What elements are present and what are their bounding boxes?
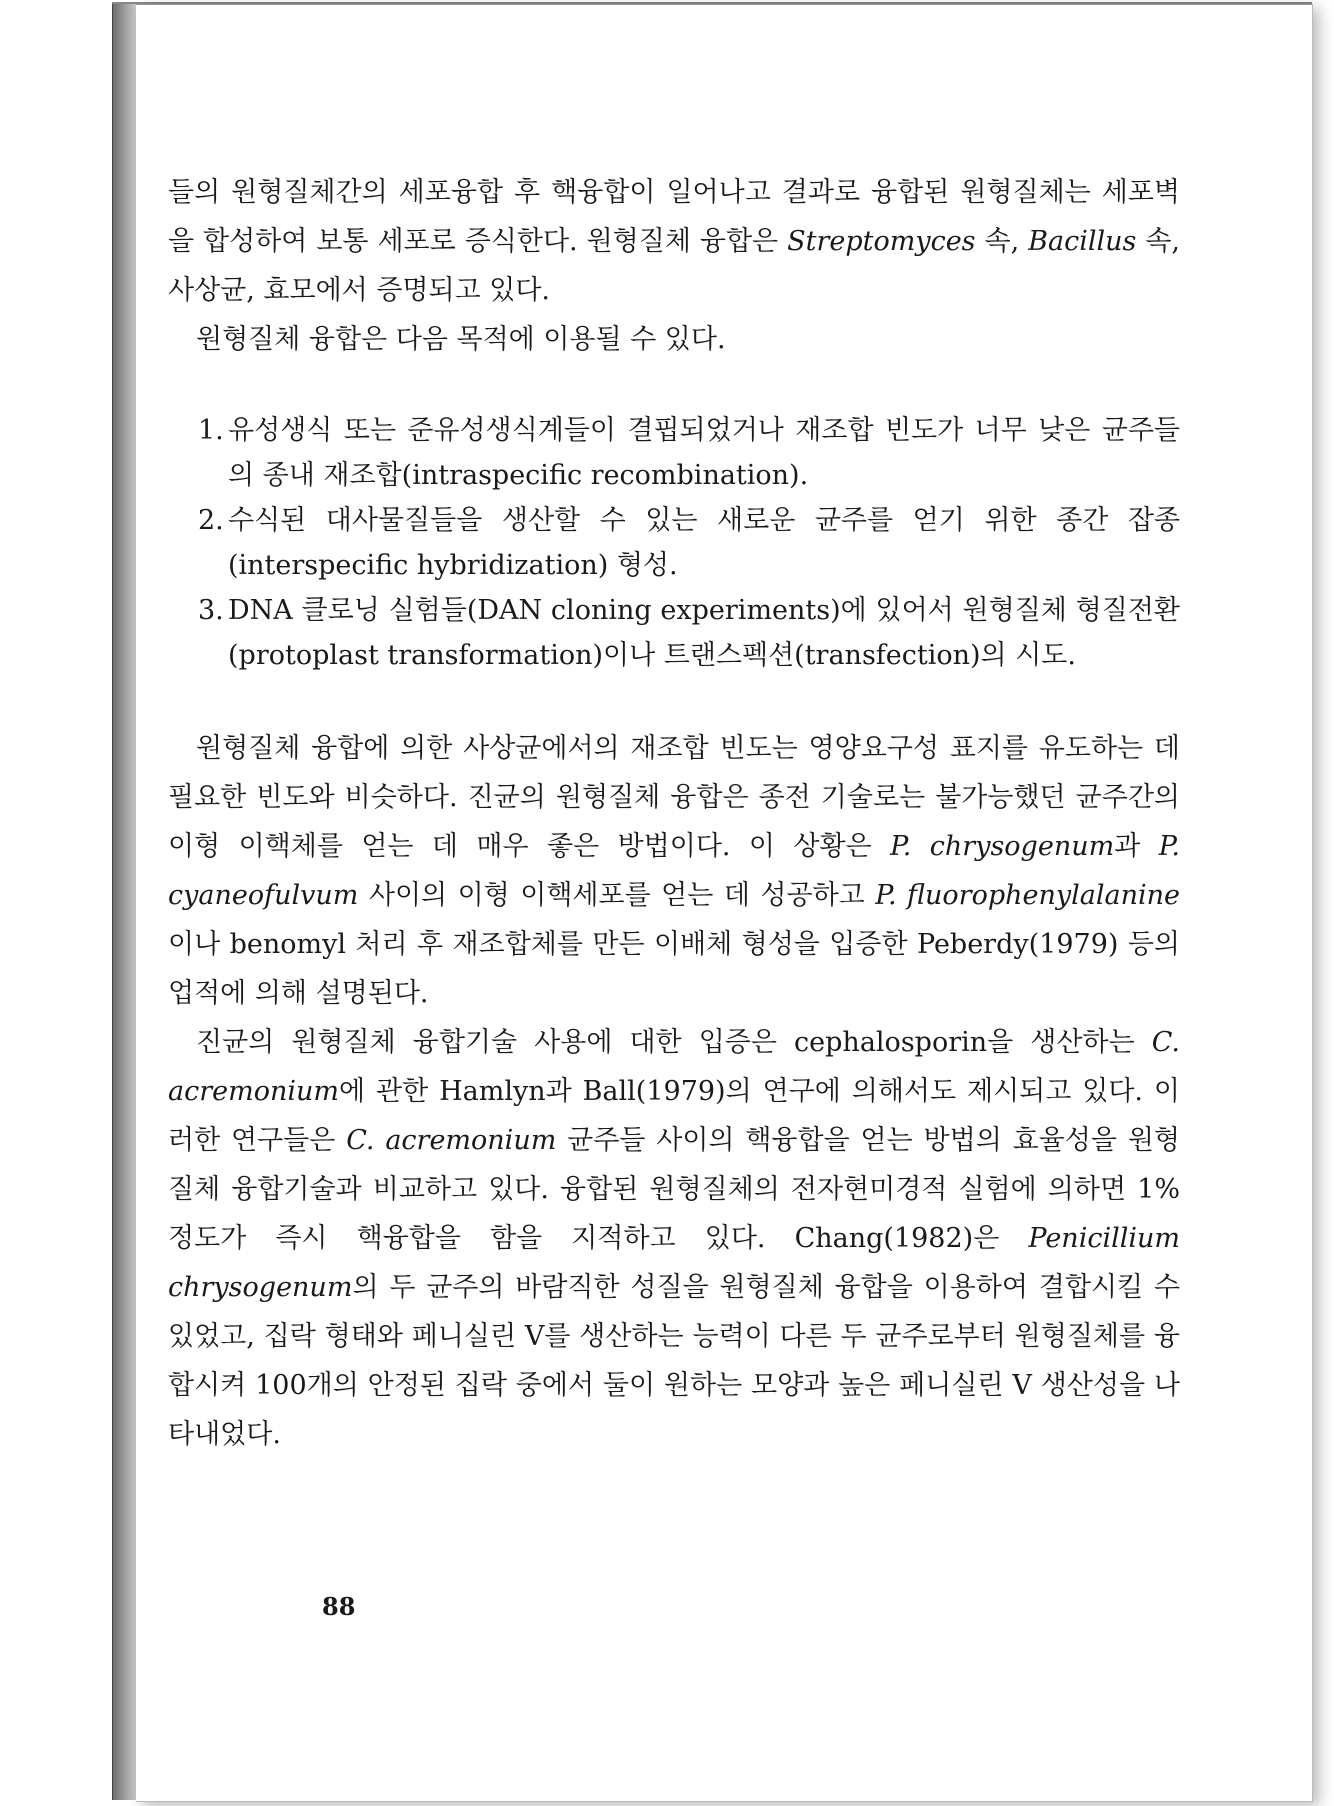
list-number: 3.	[198, 595, 224, 626]
italic-term: Streptomyces	[787, 226, 976, 257]
italic-term: Bacillus	[1028, 226, 1137, 257]
paragraph-4	[168, 1018, 1180, 1459]
text-run: 원형질체 융합에 의한 사상균에서의 재조합 빈도는 영양요구성 표지를 유도하는 데 필요한 빈도와 비슷하다. 진균의 원형질체 융합은 종전 기술로는 불가능했던 균주간의 이형 이핵체를 얻는 데 매우 좋은 방법이다. 이 상황은	[168, 733, 1180, 862]
italic-term: C. acremonium	[346, 1125, 557, 1156]
paragraph-2: 원형질체 융합은 다음 목적에 이용될 수 있다.	[196, 324, 726, 355]
book-spine	[112, 4, 137, 1800]
text-run: 진균의 원형질체 융합기술 사용에 대한 입증은 cephalosporin을 생산하는	[196, 1027, 1152, 1058]
page-number: 88	[322, 1592, 356, 1621]
list-item	[198, 408, 1180, 498]
numbered-list	[168, 408, 1180, 678]
text-run: 의 두 균주의 바람직한 성질을 원형질체 융합을 이용하여 결합시킬 수 있었고, 집락 형태와 페니실린 V를 생산하는 능력이 다른 두 균주로부터 원형질체를 융합시켜 100개의 안정된 집락 중에서 둘이 원하는 모양과 높은 페니실린 V 생산성을 나타내었다.	[168, 1272, 1180, 1450]
text-run: 균주들 사이의 핵융합을 얻는 방법의 효율성을 원형질체 융합기술과 비교하고 있다. 융합된 원형질체의 전자현미경적 실험에 의하면 1% 정도가 즉시 핵융합을 함을 지적하고 있다. Chang(1982)은	[168, 1125, 1180, 1254]
text-run: 속,	[975, 226, 1029, 257]
paragraph-1	[168, 168, 1180, 315]
spacer	[168, 678, 1180, 724]
list-number: 2.	[198, 505, 224, 536]
spacer	[168, 364, 1180, 408]
paragraph-3	[168, 724, 1180, 1018]
text-run: 들의 원형질체간의 세포융합 후 핵융합이 일어나고 결과로 융합된 원형질체는 세포벽을 합성하여 보통 세포로 증식한다. 원형질체 융합은	[168, 177, 1180, 257]
italic-term: P. fluorophenylalanine	[875, 880, 1180, 911]
italic-term: P. chrysogenum	[890, 831, 1115, 862]
text-run: 과	[1114, 831, 1159, 862]
list-text: 수식된 대사물질들을 생산할 수 있는 새로운 균주를 얻기 위한 종간 잡종(interspecific hybridization) 형성.	[228, 505, 1180, 581]
text-run: 사이의 이형 이핵세포를 얻는 데 성공하고	[358, 880, 876, 911]
italic-term: C. acremonium	[168, 1027, 1180, 1107]
text-run: 에 관한 Hamlyn과 Ball(1979)의 연구에 의해서도 제시되고 있다. 이러한 연구들은	[168, 1076, 1180, 1156]
list-item	[198, 498, 1180, 588]
text-run: 이나 benomyl 처리 후 재조합체를 만든 이배체 형성을 입증한 Peberdy(1979) 등의 업적에 의해 설명된다.	[168, 929, 1180, 1009]
italic-term: P. cyaneofulvum	[168, 831, 1180, 911]
text-run: 속, 사상균, 효모에서 증명되고 있다.	[168, 226, 1180, 306]
italic-term: Penicillium chrysogenum	[168, 1223, 1180, 1303]
list-text: 유성생식 또는 준유성생식계들이 결핍되었거나 재조합 빈도가 너무 낮은 균주들의 종내 재조합(intraspecific recombination).	[228, 415, 1180, 491]
list-item	[198, 588, 1180, 678]
list-text: DNA 클로닝 실험들(DAN cloning experiments)에 있어서 원형질체 형질전환(protoplast transformation)이나 트랜스펙션(transfection)의 시도.	[228, 595, 1180, 671]
page-content	[168, 168, 1180, 1459]
list-number: 1.	[198, 415, 224, 446]
